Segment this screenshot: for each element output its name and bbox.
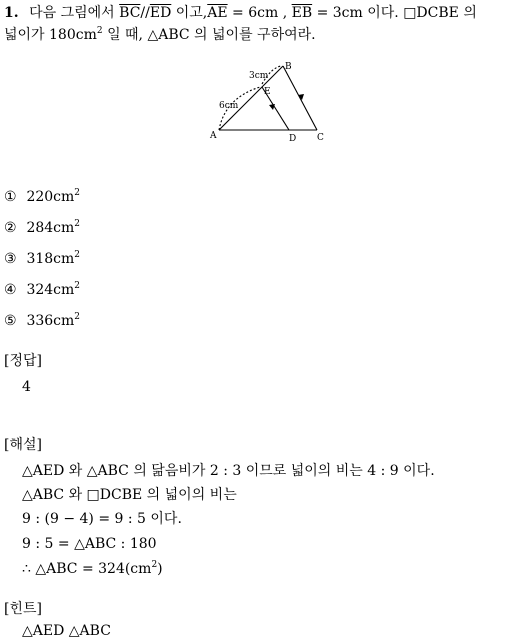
label-a: A — [210, 131, 217, 141]
option-text: 220cm — [26, 189, 75, 205]
option-3[interactable] — [4, 250, 80, 268]
question-text: DCBE 의 — [416, 5, 477, 21]
parallel-symbol: // — [140, 5, 150, 21]
solution-line-1: △AED 와 △ABC 의 닮음비가 2 : 3 이므로 넓이의 비는 4 : 9 이다. — [22, 463, 435, 479]
option-marker: ② — [4, 220, 17, 236]
question-text: 다음 그림에서 — [29, 5, 115, 21]
answer-heading: [정답] — [4, 353, 42, 369]
option-1[interactable] — [4, 188, 80, 206]
segment-ae: $\overline{AE}$ — [207, 5, 228, 21]
solution-text: ∴ △ABC = 324(cm — [22, 561, 152, 577]
hint-text: △AED △ABC — [22, 623, 111, 639]
triangle-figure — [205, 58, 335, 148]
segment-eb: $\overline{EB}$ — [291, 5, 313, 21]
square-symbol: □ — [403, 5, 417, 21]
solution-line-4: 9 : 5 = △ABC : 180 — [22, 536, 157, 552]
answer-value: 4 — [22, 379, 31, 395]
option-marker: ③ — [4, 251, 17, 267]
label-d: D — [289, 134, 297, 144]
side-bc — [283, 66, 317, 130]
solution-line-3: 9 : (9 − 4) = 9 : 5 이다. — [22, 511, 182, 527]
label-ae-length: 6cm — [219, 101, 239, 111]
option-text: 336cm — [26, 313, 75, 329]
question-text: = 6cm , — [232, 5, 288, 21]
label-b: B — [285, 62, 292, 72]
label-eb-length: 3cm — [249, 71, 269, 81]
superscript: 2 — [74, 312, 81, 322]
superscript: 2 — [74, 188, 81, 198]
segment-bc: $\overline{BC}$ — [119, 5, 141, 21]
option-text: 324cm — [26, 282, 75, 298]
question-text: 일 때, △ABC 의 넓이를 구하여라. — [107, 27, 316, 43]
question-number: 1. — [4, 5, 19, 21]
option-2[interactable] — [4, 219, 80, 237]
superscript: 2 — [74, 281, 81, 291]
solution-text: ) — [157, 561, 163, 577]
superscript: 2 — [96, 26, 103, 36]
option-marker: ④ — [4, 282, 17, 298]
question-text: 넓이가 180cm — [4, 27, 97, 43]
superscript: 2 — [74, 250, 81, 260]
hint-heading: [힌트] — [4, 601, 42, 617]
question-line-1 — [4, 4, 477, 22]
superscript: 2 — [151, 560, 158, 570]
option-text: 318cm — [26, 251, 75, 267]
question-text: = 3cm 이다. — [316, 5, 399, 21]
solution-heading: [해설] — [4, 437, 42, 453]
option-4[interactable] — [4, 281, 80, 299]
solution-line-5 — [22, 560, 163, 578]
question-line-2 — [4, 26, 316, 44]
option-5[interactable] — [4, 312, 80, 330]
label-e: E — [264, 87, 271, 97]
solution-line-2: △ABC 와 □DCBE 의 넓이의 비는 — [22, 487, 237, 503]
question-text: 이고, — [175, 5, 208, 21]
option-text: 284cm — [26, 220, 75, 236]
option-marker: ⑤ — [4, 313, 17, 329]
label-c: C — [317, 133, 324, 143]
segment-ed: $\overline{ED}$ — [149, 5, 172, 21]
option-marker: ① — [4, 189, 17, 205]
superscript: 2 — [74, 219, 81, 229]
